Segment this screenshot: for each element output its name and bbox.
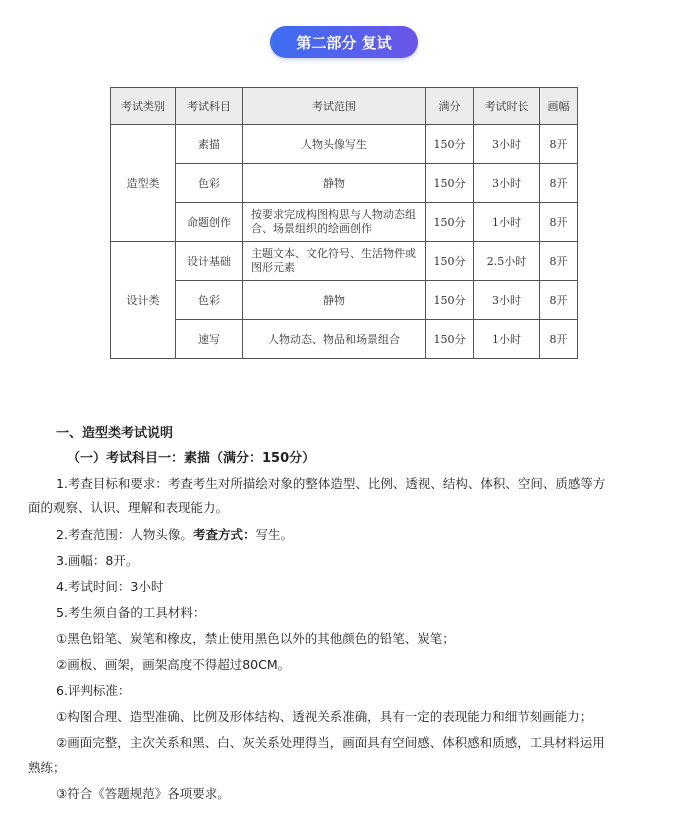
range-cell: 按要求完成构图构思与人物动态组合、场景组织的绘画创作 xyxy=(243,203,426,242)
header-subject: 考试科目 xyxy=(176,88,243,125)
range-cell: 人物头像写生 xyxy=(243,125,426,164)
category-cell: 造型类 xyxy=(111,125,176,242)
category-cell: 设计类 xyxy=(111,242,176,359)
score-cell: 150分 xyxy=(426,164,474,203)
method-text: 写生。 xyxy=(255,527,293,542)
header-category: 考试类别 xyxy=(111,88,176,125)
range-cell: 静物 xyxy=(243,164,426,203)
size-cell: 8开 xyxy=(540,320,578,359)
range-cell: 人物动态、物品和场景组合 xyxy=(243,320,426,359)
section-banner: 第二部分 复试 xyxy=(270,26,418,58)
scope-text: 2.考查范围：人物头像。 xyxy=(56,527,193,542)
score-cell: 150分 xyxy=(426,242,474,281)
table-row xyxy=(111,164,578,203)
header-duration: 考试时长 xyxy=(474,88,540,125)
size-cell: 8开 xyxy=(540,125,578,164)
table-row xyxy=(111,242,578,281)
duration-cell: 1小时 xyxy=(474,320,540,359)
subject-cell: 设计基础 xyxy=(176,242,243,281)
subject-cell: 命题创作 xyxy=(176,203,243,242)
duration-cell: 1小时 xyxy=(474,203,540,242)
paragraph-materials: 5.考生须自备的工具材料： xyxy=(56,605,206,620)
duration-cell: 3小时 xyxy=(474,164,540,203)
range-cell: 静物 xyxy=(243,281,426,320)
table-row xyxy=(111,125,578,164)
paragraph-criteria: 6.评判标准： xyxy=(56,683,131,698)
size-cell: 8开 xyxy=(540,242,578,281)
table-row xyxy=(111,320,578,359)
subsection-title: （一）考试科目一：素描（满分：150分） xyxy=(67,451,316,466)
paragraph-scope xyxy=(56,526,293,544)
score-cell: 150分 xyxy=(426,125,474,164)
subject-cell: 速写 xyxy=(176,320,243,359)
method-label: 考查方式： xyxy=(192,527,256,542)
table-row xyxy=(111,203,578,242)
header-score: 满分 xyxy=(426,88,474,125)
score-cell: 150分 xyxy=(426,320,474,359)
duration-cell: 3小时 xyxy=(474,125,540,164)
section-title: 一、造型类考试说明 xyxy=(56,426,174,441)
header-range: 考试范围 xyxy=(243,88,426,125)
score-cell: 150分 xyxy=(426,281,474,320)
table-header-row xyxy=(111,88,578,125)
list-item: ③符合《答题规范》各项要求。 xyxy=(56,786,230,801)
paragraph-goal-continued: 面的观察、认识、理解和表现能力。 xyxy=(28,500,229,515)
size-cell: 8开 xyxy=(540,281,578,320)
header-size: 画幅 xyxy=(540,88,578,125)
paragraph-size: 3.画幅：8开。 xyxy=(56,553,139,568)
paragraph-goal: 1.考查目标和要求：考查考生对所描绘对象的整体造型、比例、透视、结构、体积、空间、质感等方 xyxy=(56,476,606,491)
list-item: ①黑色铅笔、炭笔和橡皮，禁止使用黑色以外的其他颜色的铅笔、炭笔； xyxy=(56,631,455,646)
table-row xyxy=(111,281,578,320)
list-item: ②画面完整，主次关系和黑、白、灰关系处理得当，画面具有空间感、体积感和质感，工具材料运用 xyxy=(56,735,605,750)
list-item: ①构图合理、造型准确、比例及形体结构、透视关系准确，具有一定的表现能力和细节刻画能力； xyxy=(56,709,593,724)
exam-table xyxy=(110,87,578,359)
size-cell: 8开 xyxy=(540,203,578,242)
subject-cell: 素描 xyxy=(176,125,243,164)
duration-cell: 2.5小时 xyxy=(474,242,540,281)
list-item-continued: 熟练； xyxy=(28,760,66,775)
score-cell: 150分 xyxy=(426,203,474,242)
subject-cell: 色彩 xyxy=(176,164,243,203)
subject-cell: 色彩 xyxy=(176,281,243,320)
duration-cell: 3小时 xyxy=(474,281,540,320)
paragraph-time: 4.考试时间：3小时 xyxy=(56,579,164,594)
list-item: ②画板、画架，画架高度不得超过80CM。 xyxy=(56,657,291,672)
range-cell: 主题文本、文化符号、生活物件或图形元素 xyxy=(243,242,426,281)
size-cell: 8开 xyxy=(540,164,578,203)
